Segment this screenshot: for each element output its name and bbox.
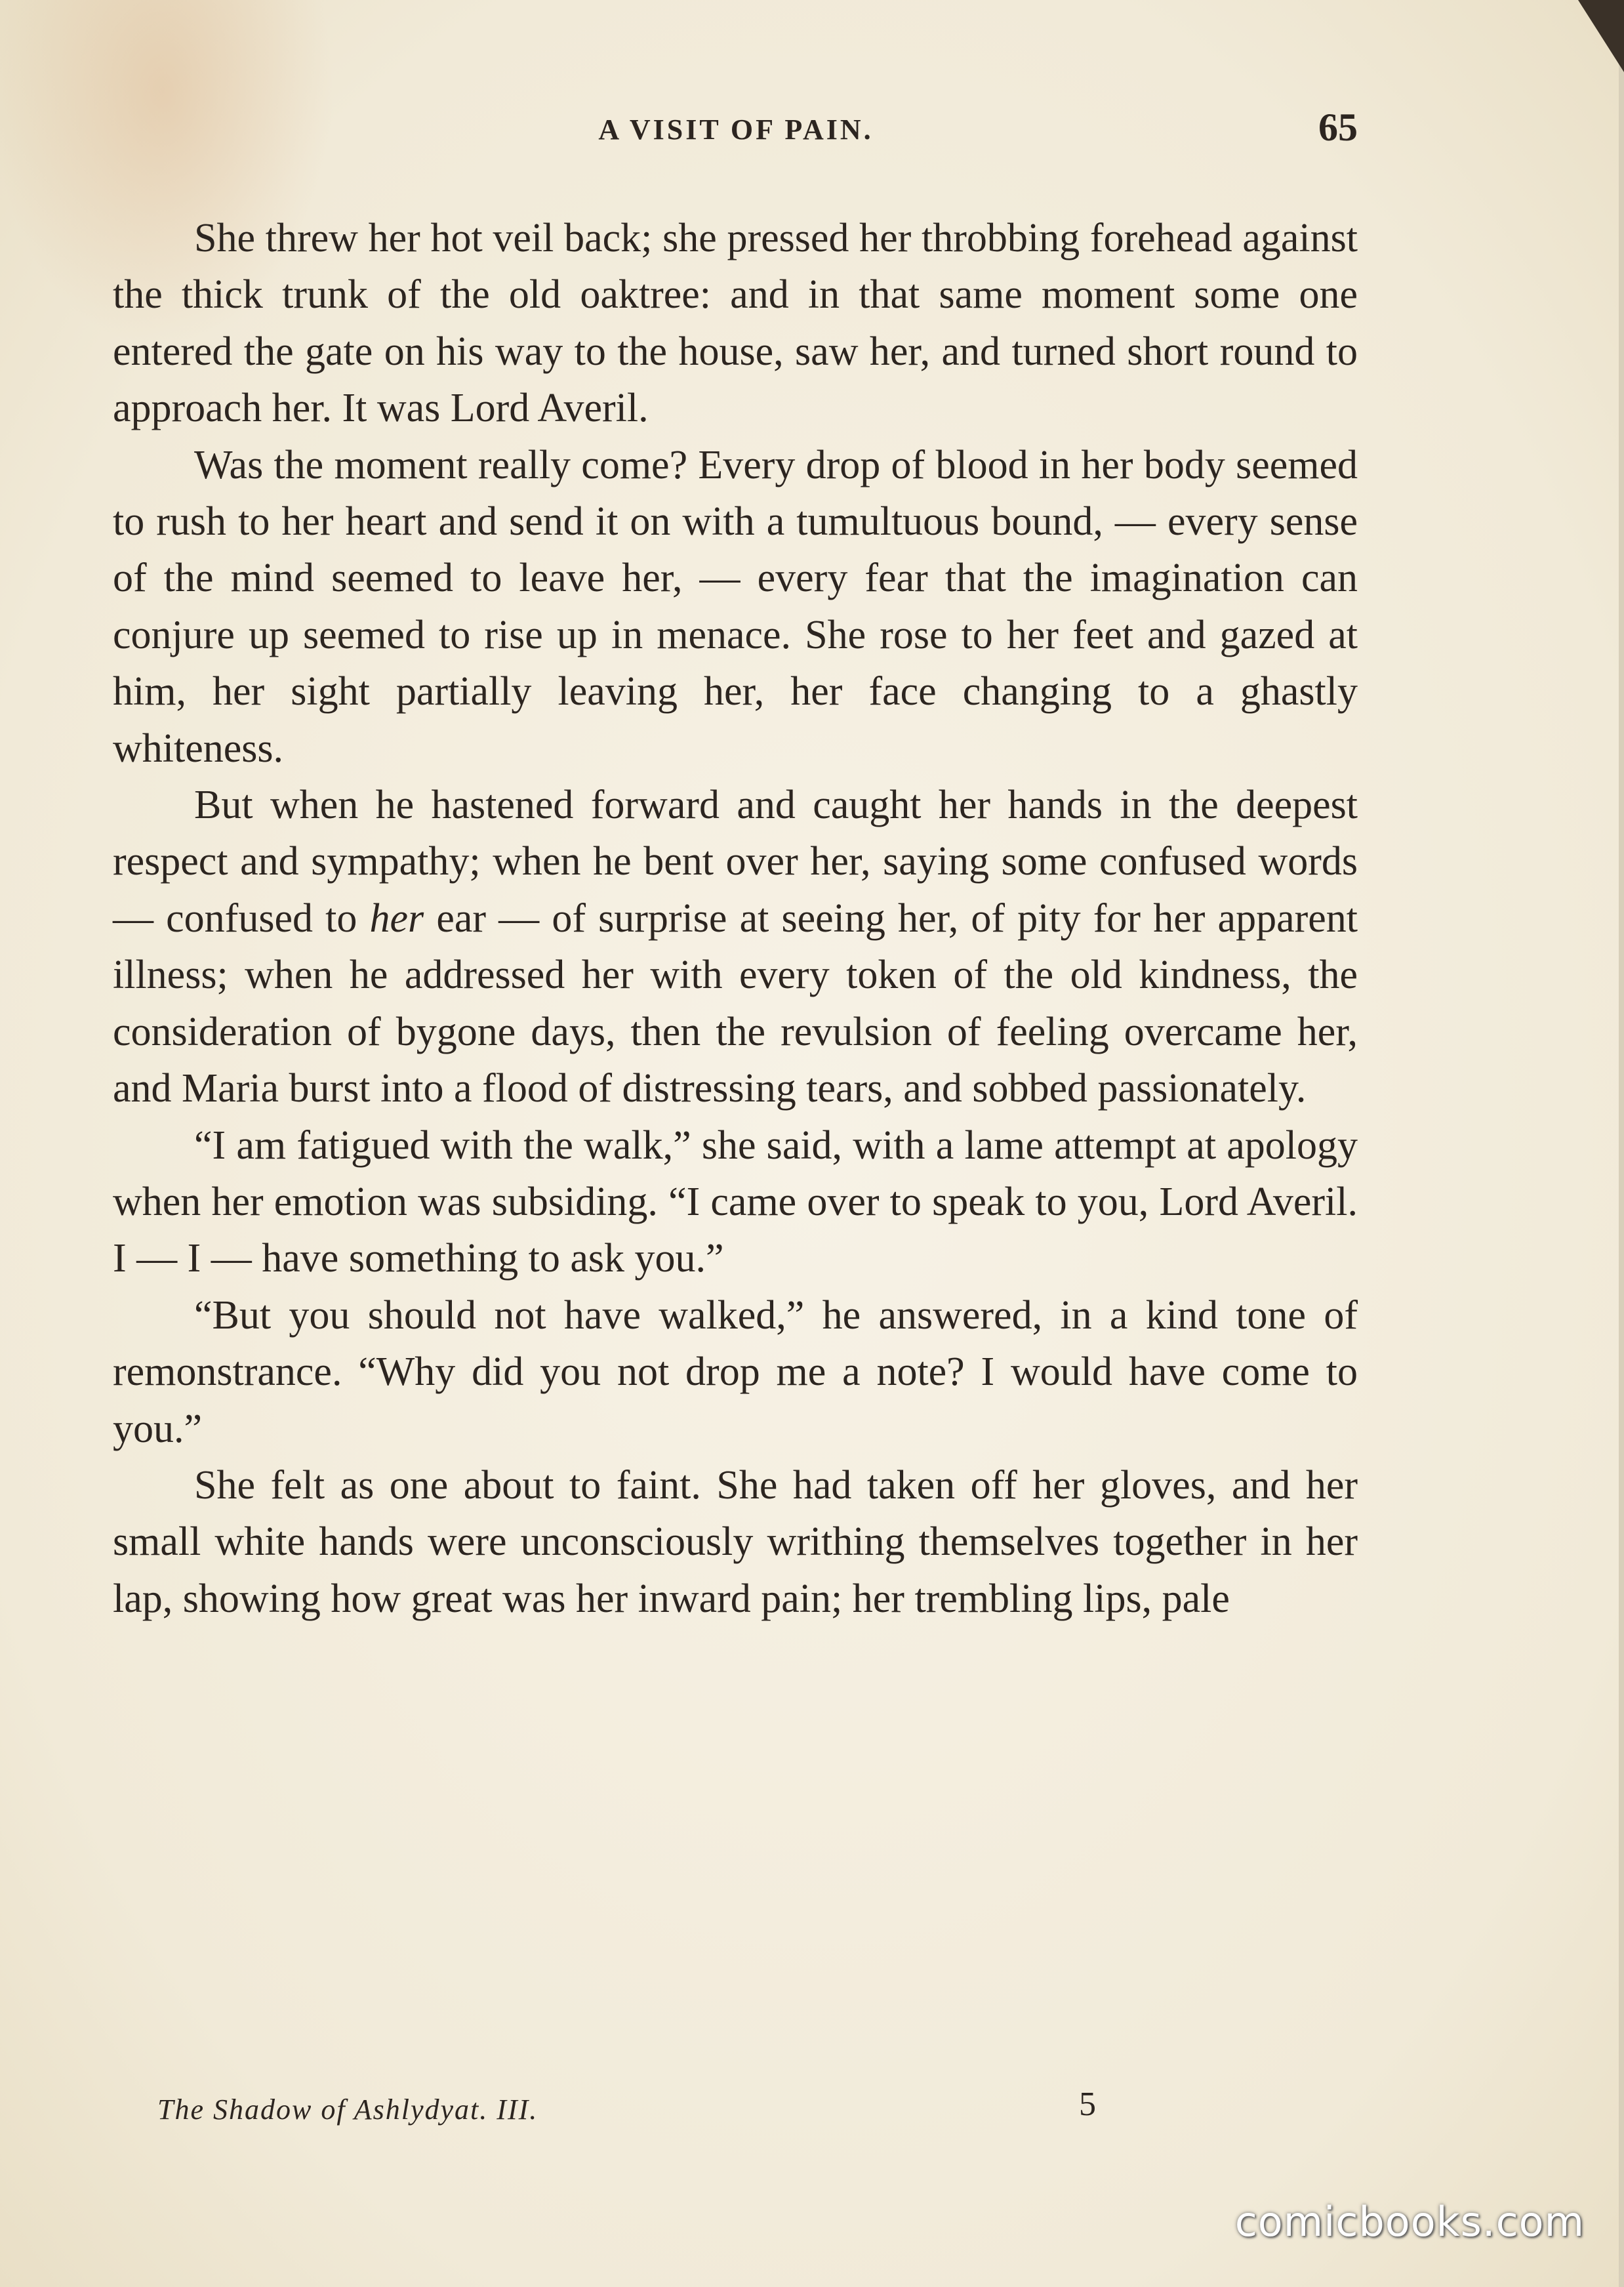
watermark: comicbooks.com	[1234, 2198, 1585, 2246]
paragraph	[113, 777, 1358, 1117]
body-text	[113, 210, 1358, 1627]
running-header	[114, 98, 1358, 157]
paragraph: “I am fatigued with the walk,” she said, with a lame attempt at apology when her emotion was subsiding. “I came over to speak to you, Lord Averil. I — I — have something to ask you.”	[113, 1123, 1358, 1281]
signature-line: The Shadow of Ashlydyat. III.	[157, 2093, 538, 2126]
paragraph-text: ear — of surprise at seeing her, of pity for her apparent illness; when he addressed her with every token of the old kindness, the consideration of bygone days, then the revulsion of feeling overcame her, and Maria burst into a flood of distressing tears, and sobbed passionately.	[113, 896, 1358, 1111]
signature-number: 5	[1079, 2086, 1096, 2123]
page-corner-curl	[1578, 0, 1624, 72]
running-title: A VISIT OF PAIN.	[598, 113, 874, 146]
paragraph-text: But when he hastened forward and caught her hands in the deepest respect and sympathy; when he bent over her, saying some confused words — confused to	[113, 783, 1358, 941]
page-number: 65	[1318, 106, 1358, 149]
paragraph: She threw her hot veil back; she pressed her throbbing forehead against the thick trunk of the old oaktree: and in that same moment some one entered the gate on his way to the house, saw her, and turned short round to approach her. It was Lord Averil.	[113, 216, 1358, 431]
paragraph: Was the moment really come? Every drop of blood in her body seemed to rush to her heart and send it on with a tumultuous bound, — every sense of the mind seemed to leave her, — every fear that the imagination can conjure up seemed to rise up in menace. She rose to her feet and gazed at him, her sight partially leaving her, her face changing to a ghastly whiteness.	[113, 442, 1358, 771]
paragraph: “But you should not have walked,” he answered, in a kind tone of remonstrance. “Why did you not drop me a note? I would have come to you.”	[113, 1292, 1358, 1451]
page-edge	[1619, 0, 1624, 2287]
emphasized-word: her	[369, 896, 424, 941]
paragraph: She felt as one about to faint. She had taken off her gloves, and her small white hands were unconsciously writhing themselves together in her lap, showing how great was her inward pain; her trembling lips, pale	[113, 1462, 1358, 1621]
